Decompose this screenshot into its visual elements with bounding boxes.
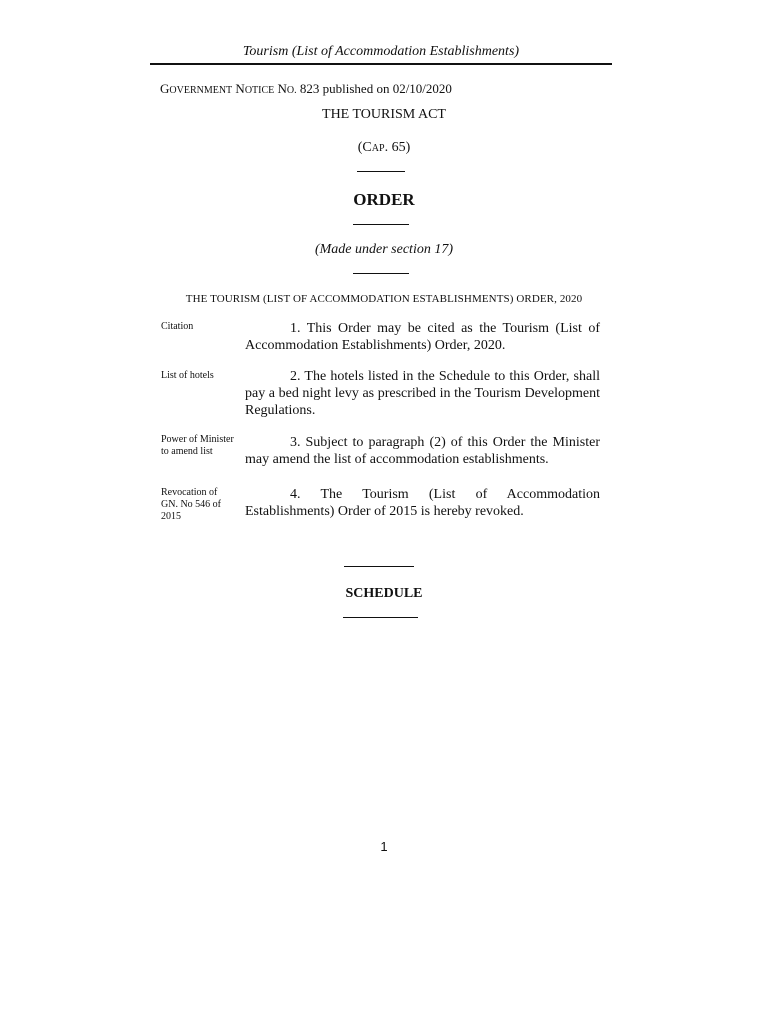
divider-rule — [344, 566, 414, 567]
notice-word1-rest: OVERNMENT — [169, 85, 233, 96]
notice-no-rest: O. — [286, 85, 297, 96]
divider-rule — [353, 273, 409, 274]
order-title: ORDER — [353, 190, 415, 209]
marginal-note-revocation: Revocation of GN. No 546 of 2015 — [161, 487, 221, 522]
order-name-year: , 2020 — [554, 293, 583, 305]
act-title: THE TOURISM ACT — [322, 107, 446, 122]
notice-no-initial: N — [277, 81, 287, 96]
schedule-title: SCHEDULE — [345, 586, 423, 601]
section-2-text: 2. The hotels listed in the Schedule to this Order, shall pay a bed night levy as prescribed in the Tourism Development Regulations. — [245, 369, 600, 418]
running-header: Tourism (List of Accommodation Establishments) — [242, 44, 520, 59]
order-name-heading — [0, 293, 768, 305]
order-name-main: THE TOURISM (LIST OF ACCOMMODATION ESTABLISHMENTS) ORDER — [185, 293, 555, 305]
marginal-note-power-of-minister: Power of Minister to amend list — [161, 434, 234, 457]
notice-word2-initial: N — [235, 81, 245, 96]
divider-rule — [357, 171, 405, 172]
chapter-reference — [0, 140, 768, 156]
cap-rest: . 65) — [384, 140, 411, 155]
section-1-text: 1. This Order may be cited as the Tourism (List of Accommodation Establishments) Order, 2020. — [245, 321, 600, 353]
cap-open: (C — [357, 140, 372, 155]
header-rule — [150, 63, 612, 65]
divider-rule — [343, 617, 418, 618]
government-notice-line — [160, 81, 452, 97]
marginal-note-citation: Citation — [161, 321, 194, 332]
cap-small: AP — [371, 143, 385, 154]
marginal-note-list-of-hotels: List of hotels — [161, 370, 214, 381]
notice-word1-initial: G — [160, 81, 170, 96]
made-under-section: (Made under section 17) — [314, 242, 454, 257]
section-4-text: 4. The Tourism (List of Accommodation Establishments) Order of 2015 is hereby revoked. — [245, 487, 600, 519]
notice-details: 823 published on 02/10/2020 — [296, 81, 452, 96]
notice-word2-rest: OTICE — [244, 85, 275, 96]
page-number: 1 — [380, 839, 388, 854]
section-3-text: 3. Subject to paragraph (2) of this Order the Minister may amend the list of accommodation establishments. — [245, 435, 600, 467]
divider-rule — [353, 224, 409, 225]
